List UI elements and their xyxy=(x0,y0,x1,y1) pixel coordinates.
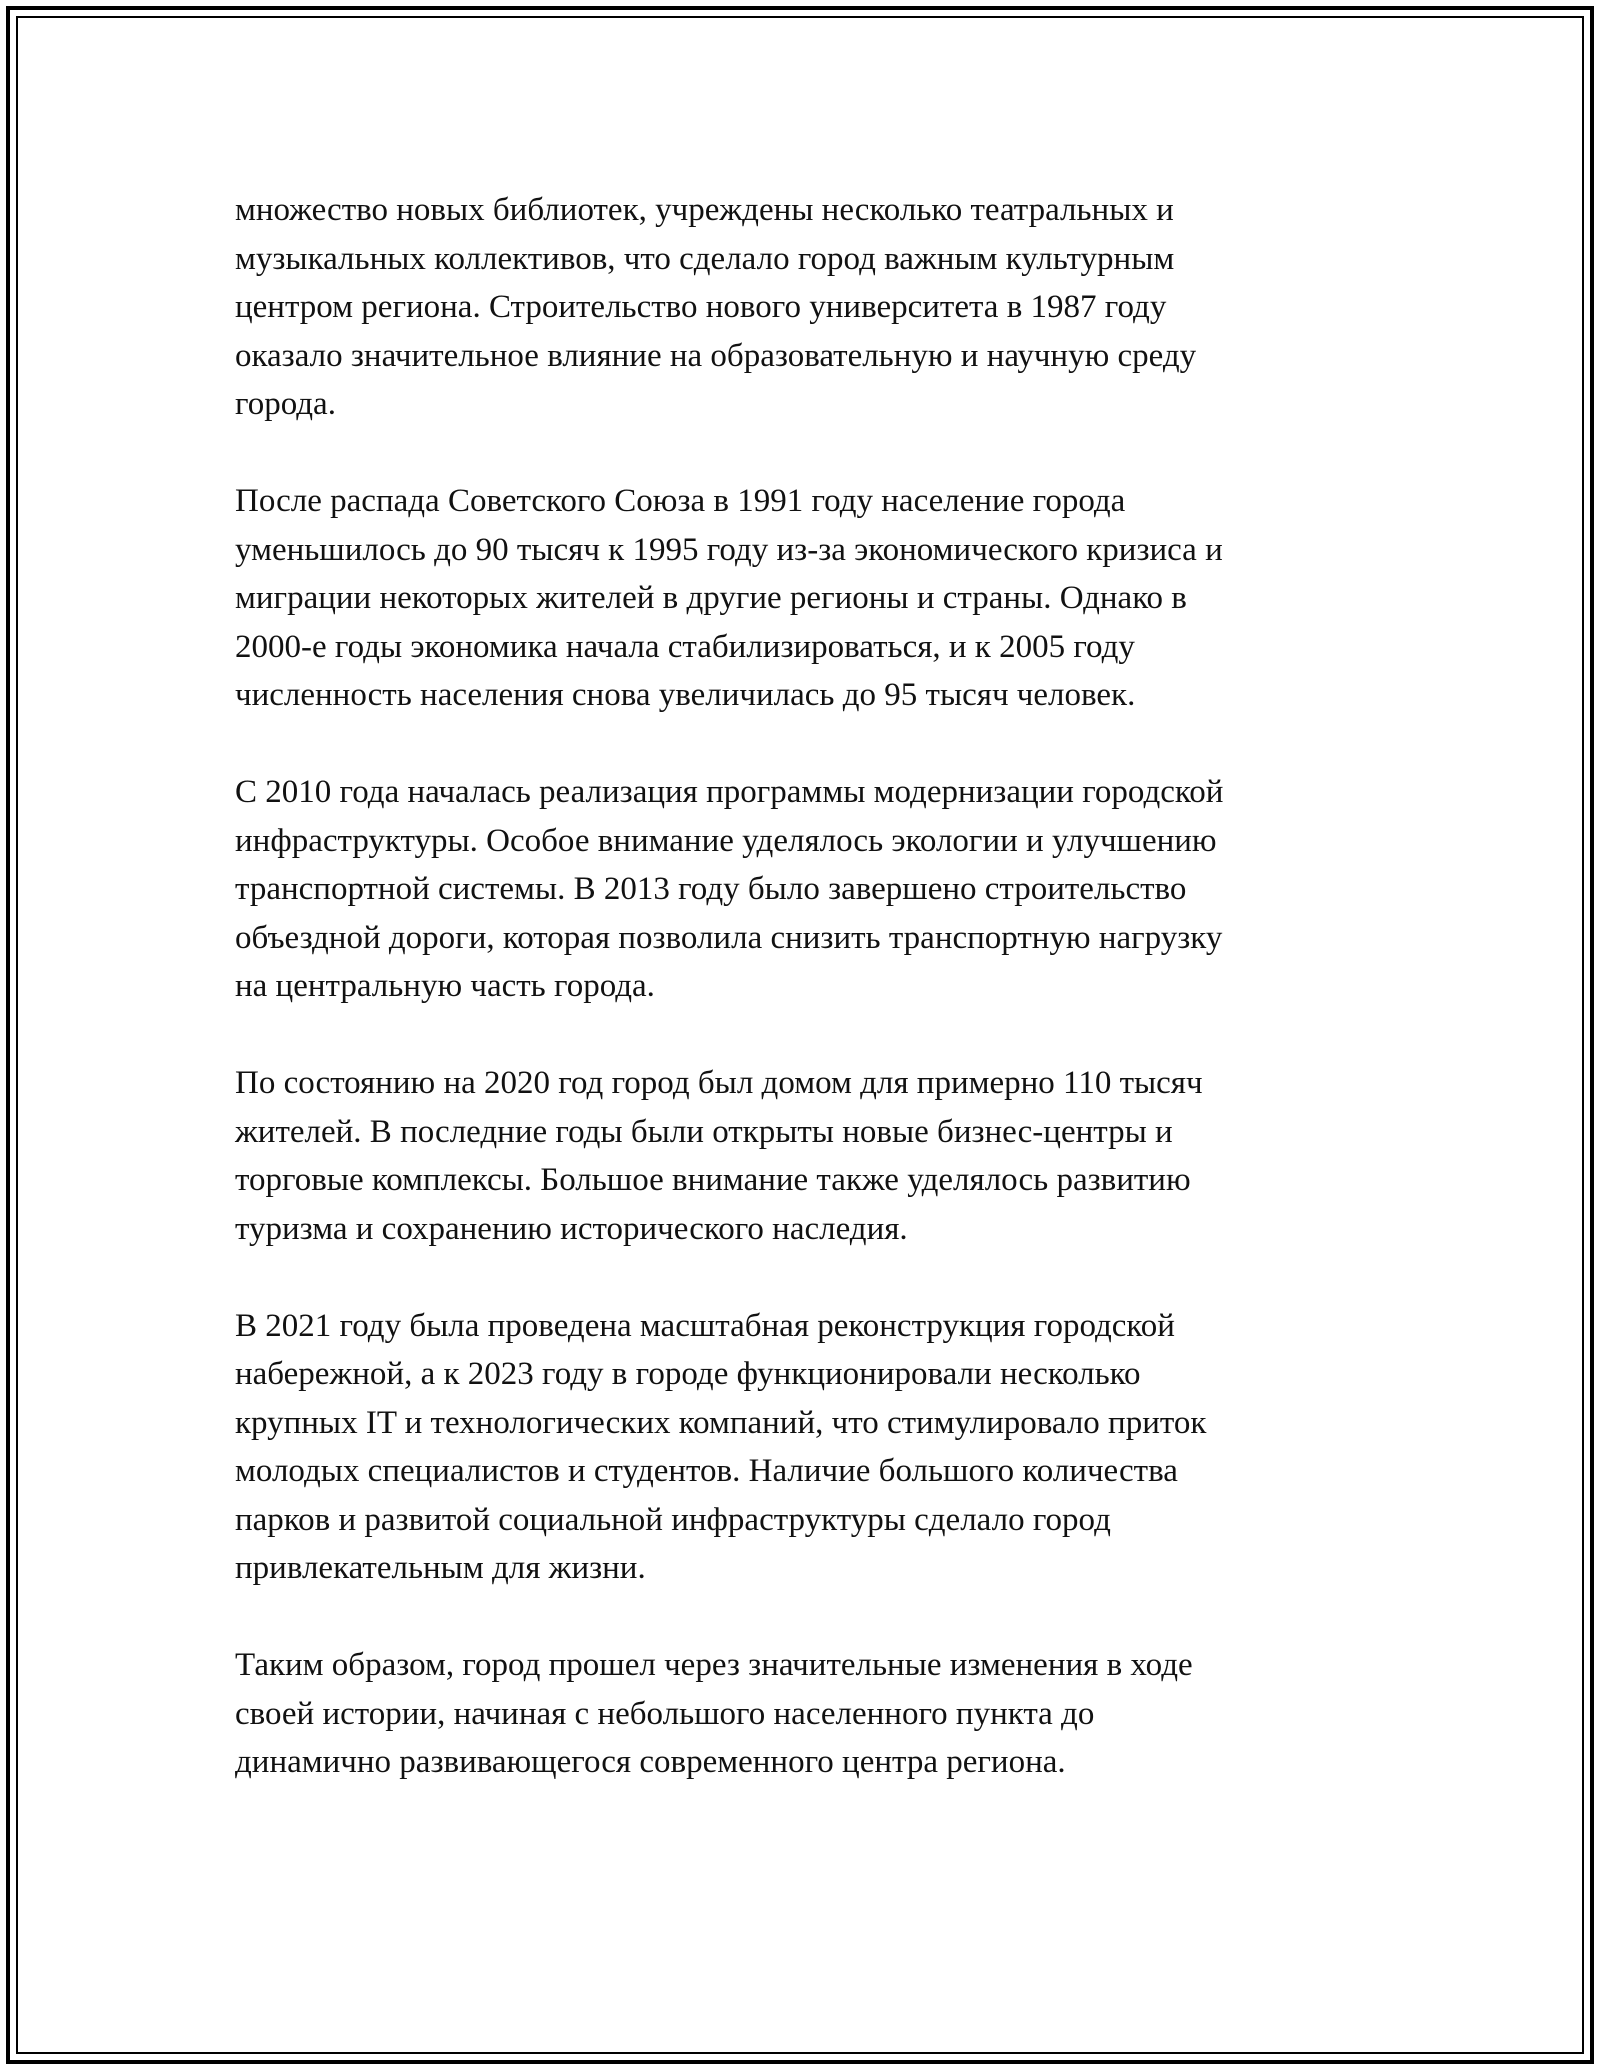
paragraph-post-soviet: После распада Советского Союза в 1991 году население города уменьшилось до 90 тысяч к 1995 году из-за экономического кризиса и миграции некоторых жителей в другие регионы и страны. Однако в 2000-е годы экономика начала стабилизироваться, и к 2005 году численность населения снова увеличилась до 95 тысяч человек. xyxy=(235,483,1223,713)
document-body xyxy=(235,186,1365,1835)
paragraph-modernization: С 2010 года началась реализация программы модернизации городской инфраструктуры. Особое внимание уделялось экологии и улучшению транспортной системы. В 2013 году было завершено строительство объездной дороги, которая позволила снизить транспортную нагрузку на центральную часть города. xyxy=(235,774,1224,1004)
paragraph-culture: множество новых библиотек, учреждены несколько театральных и музыкальных коллективов, что сделало город важным культурным центром региона. Строительство нового университета в 1987 году оказало значительное влияние на образовательную и научную среду города. xyxy=(235,192,1197,422)
paragraph-conclusion: Таким образом, город прошел через значительные изменения в ходе своей истории, начиная с небольшого населенного пункта до динамично развивающегося современного центра региона. xyxy=(235,1647,1193,1780)
paragraph-2021-2023: В 2021 году была проведена масштабная реконструкция городской набережной, а к 2023 году в городе функционировали несколько крупных IT и технологических компаний, что стимулировало приток молодых специалистов и студентов. Наличие большого количества парков и развитой социальной инфраструктуры сделало город привлекательным для жизни. xyxy=(235,1307,1207,1586)
paragraph-2020: По состоянию на 2020 год город был домом для примерно 110 тысяч жителей. В последние годы были открыты новые бизнес-центры и торговые комплексы. Большое внимание также уделялось развитию туризма и сохранению исторического наследия. xyxy=(235,1065,1203,1247)
